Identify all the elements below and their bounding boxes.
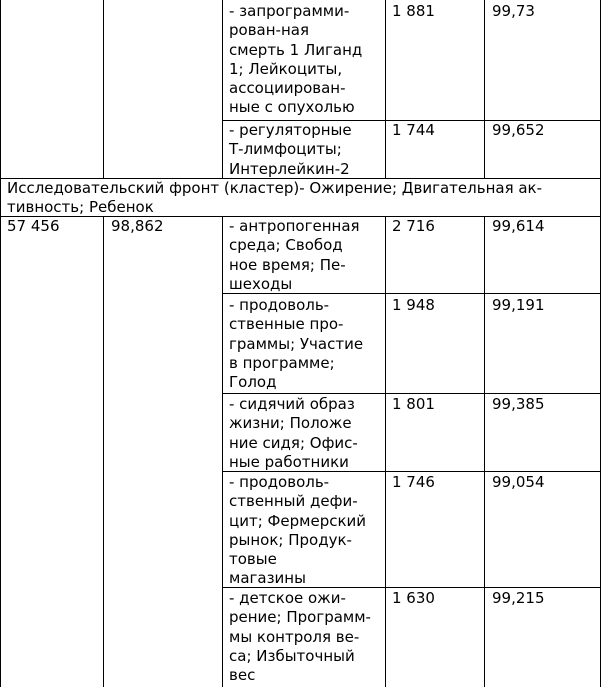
table-cell-percent: 99,215 <box>492 589 545 607</box>
column-divider <box>484 216 485 687</box>
table-cell-percent: 99,385 <box>492 395 545 413</box>
table-cell-percent: 99,652 <box>492 121 545 139</box>
table-cell-terms: - регуляторные Т-лимфоциты; Интерлейкин-2 <box>229 121 352 178</box>
cluster-total-percent: 98,862 <box>111 217 164 235</box>
column-divider <box>222 0 223 178</box>
column-divider <box>103 0 104 178</box>
column-divider <box>0 178 1 216</box>
table-cell-terms: - сидячий образ жизни; Положе ние сидя; Офис- ные работники <box>229 395 358 471</box>
table-cell-terms: - детское ожи- рение; Программ- мы контроля ве- са; Избыточный вес <box>229 589 371 685</box>
column-divider <box>385 0 386 178</box>
table-cell-percent: 99,054 <box>492 473 545 491</box>
table-cell-count: 2 716 <box>392 217 435 235</box>
column-divider <box>103 216 104 687</box>
cluster-header: Исследовательский фронт (кластер)- Ожирение; Двигательная ак- тивность; Ребенок <box>7 179 543 217</box>
row-divider <box>222 393 601 394</box>
table-cell-count: 1 744 <box>392 121 435 139</box>
table-cell-count: 1 948 <box>392 296 435 314</box>
table-cell-count: 1 881 <box>392 2 435 20</box>
column-divider <box>0 0 1 178</box>
column-divider <box>385 216 386 687</box>
column-divider <box>222 216 223 687</box>
table-cell-count: 1 630 <box>392 589 435 607</box>
table-cell-count: 1 801 <box>392 395 435 413</box>
table-cell-terms: - антропогенная среда; Свобод ное время; Пе- шеходы <box>229 217 360 293</box>
column-divider <box>0 216 1 687</box>
column-divider <box>484 0 485 178</box>
table-cell-terms: - продоволь- ственные про- граммы; Участие в программе; Голод <box>229 296 364 392</box>
table-cell-percent: 99,73 <box>492 2 535 20</box>
table-cell-terms: - запрограмми- рован-ная смерть 1 Лиганд 1; Лейкоциты, ассоциирован- ные с опухолью <box>229 2 363 117</box>
cluster-total: 57 456 <box>7 217 60 235</box>
table-cell-count: 1 746 <box>392 473 435 491</box>
table-cell-percent: 99,191 <box>492 296 545 314</box>
table-cell-terms: - продоволь- ственный дефи- цит; Фермерский рынок; Продук- товые магазины <box>229 473 367 588</box>
table-cell-percent: 99,614 <box>492 217 545 235</box>
